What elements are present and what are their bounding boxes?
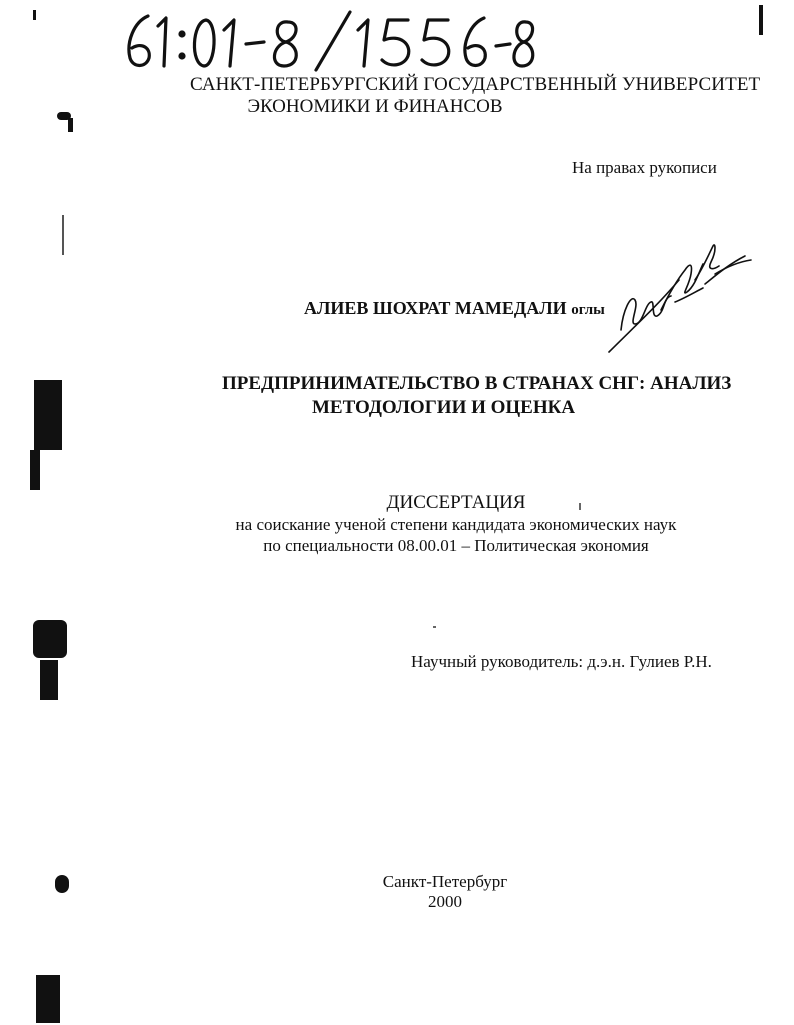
author-name (304, 298, 605, 319)
document-type: ДИССЕРТАЦИЯ (386, 492, 526, 513)
city: Санкт-Петербург (382, 872, 508, 891)
scan-blot (30, 450, 40, 490)
degree-line: на соискание ученой степени кандидата экономических наук (235, 515, 677, 534)
scan-speck (33, 10, 36, 20)
university-name-line2: ЭКОНОМИКИ И ФИНАНСОВ (247, 96, 503, 117)
scan-speck (57, 112, 71, 120)
year: 2000 (428, 892, 462, 911)
dissertation-title-line2: МЕТОДОЛОГИИ И ОЦЕНКА (312, 397, 576, 418)
scan-line (62, 215, 64, 255)
scan-blot (33, 620, 67, 658)
university-name-line1: САНКТ-ПЕТЕРБУРГСКИЙ ГОСУДАРСТВЕННЫЙ УНИВЕРСИТЕТ (190, 74, 761, 95)
author-patronymic-suffix: оглы (571, 302, 605, 318)
scan-line (759, 5, 763, 35)
scan-speck (433, 626, 436, 628)
author-full-name: АЛИЕВ ШОХРАТ МАМЕДАЛИ (304, 298, 567, 318)
manuscript-note: На правах рукописи (572, 158, 717, 177)
scan-speck (68, 118, 73, 132)
scan-speck (55, 875, 69, 893)
author-signature (605, 240, 755, 355)
scan-blot (36, 975, 60, 1023)
specialty-line: по специальности 08.00.01 – Политическая экономия (263, 536, 649, 555)
scientific-supervisor: Научный руководитель: д.э.н. Гулиев Р.Н. (411, 652, 712, 671)
scan-blot (34, 380, 62, 450)
scan-blot (40, 660, 58, 700)
archive-code-handwritten (118, 8, 538, 74)
dissertation-title-line1: ПРЕДПРИНИМАТЕЛЬСТВО В СТРАНАХ СНГ: АНАЛИЗ (222, 373, 732, 394)
